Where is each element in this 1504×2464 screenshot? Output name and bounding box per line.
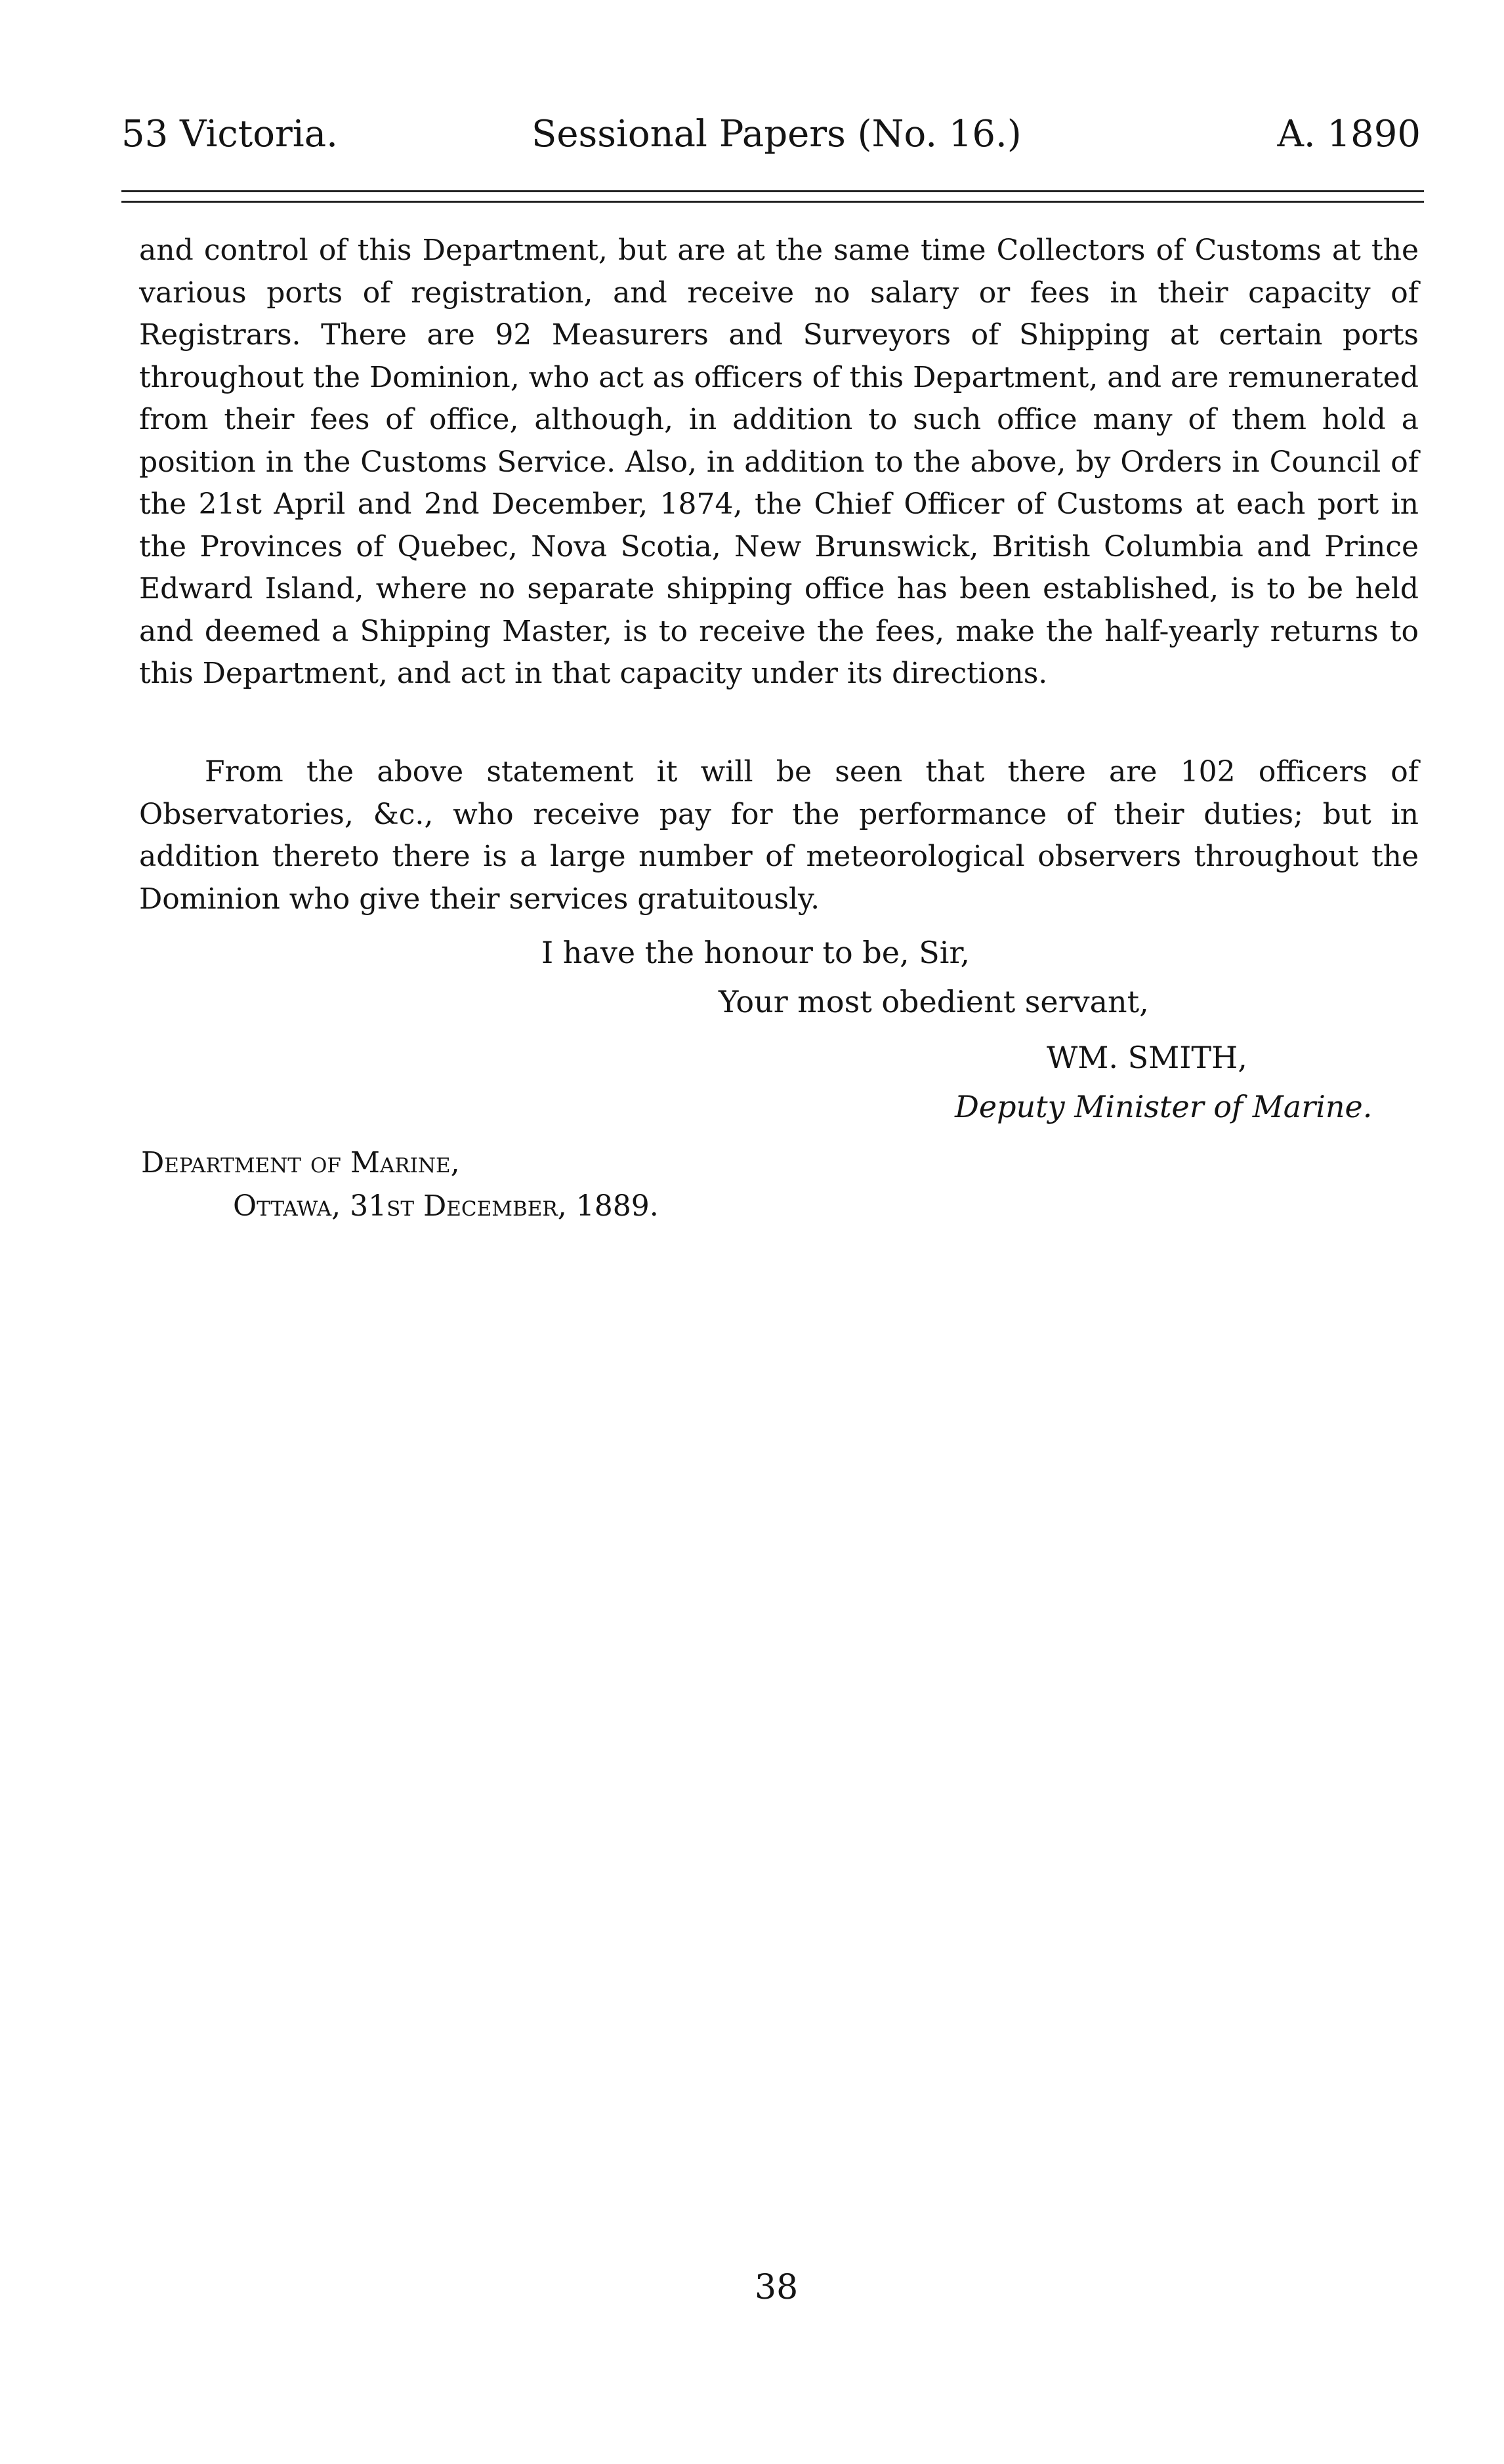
body-paragraph-2: From the above statement it will be seen that there are 102 officers of Observatories, &c., who receive pay for the performance of their duties; but in addition thereto there is a large number of meteorological observers throughout the Dominion who give their services gratuitously. [139, 755, 1419, 916]
header-year: A. 1890 [1277, 113, 1421, 155]
dateline-place-date: Ottawa, 31st December, 1889. [233, 1189, 659, 1223]
header-title: Sessional Papers (No. 16.) [532, 113, 1022, 155]
closing-salutation: I have the honour to be, Sir, [541, 935, 971, 970]
page-header [121, 108, 1421, 161]
dateline-department: Department of Marine, [141, 1146, 460, 1180]
page-number: 38 [755, 2268, 799, 2307]
signature-title: Deputy Minister of Marine. [955, 1089, 1373, 1124]
body-paragraph-1: and control of this Department, but are at the same time Collectors of Customs at the various ports of registration, and receive no salary or fees in their capacity of Registrars. There are 92 Measurers and Surveyors of Shipping at certain ports throughout the Dominion, who act as officers of this Department, and are remunerated from their fees of office, although, in addition to such office many of them hold a position in the Customs Service. Also, in addition to the above, by Orders in Council of the 21st April and 2nd December, 1874, the Chief Officer of Customs at each port in the Provinces of Quebec, Nova Scotia, New Brunswick, British Columbia and Prince Edward Island, where no separate shipping office has been established, is to be held and deemed a Shipping Master, is to receive the fees, make the half-yearly returns to this Department, and act in that capacity under its directions. [139, 234, 1419, 690]
signature-name: WM. SMITH, [1047, 1040, 1247, 1075]
header-session: 53 Victoria. [121, 113, 338, 155]
header-rule-bottom [121, 201, 1424, 203]
header-rule-top [121, 190, 1424, 192]
closing-servant: Your most obedient servant, [719, 984, 1149, 1019]
dateline [141, 1141, 659, 1228]
